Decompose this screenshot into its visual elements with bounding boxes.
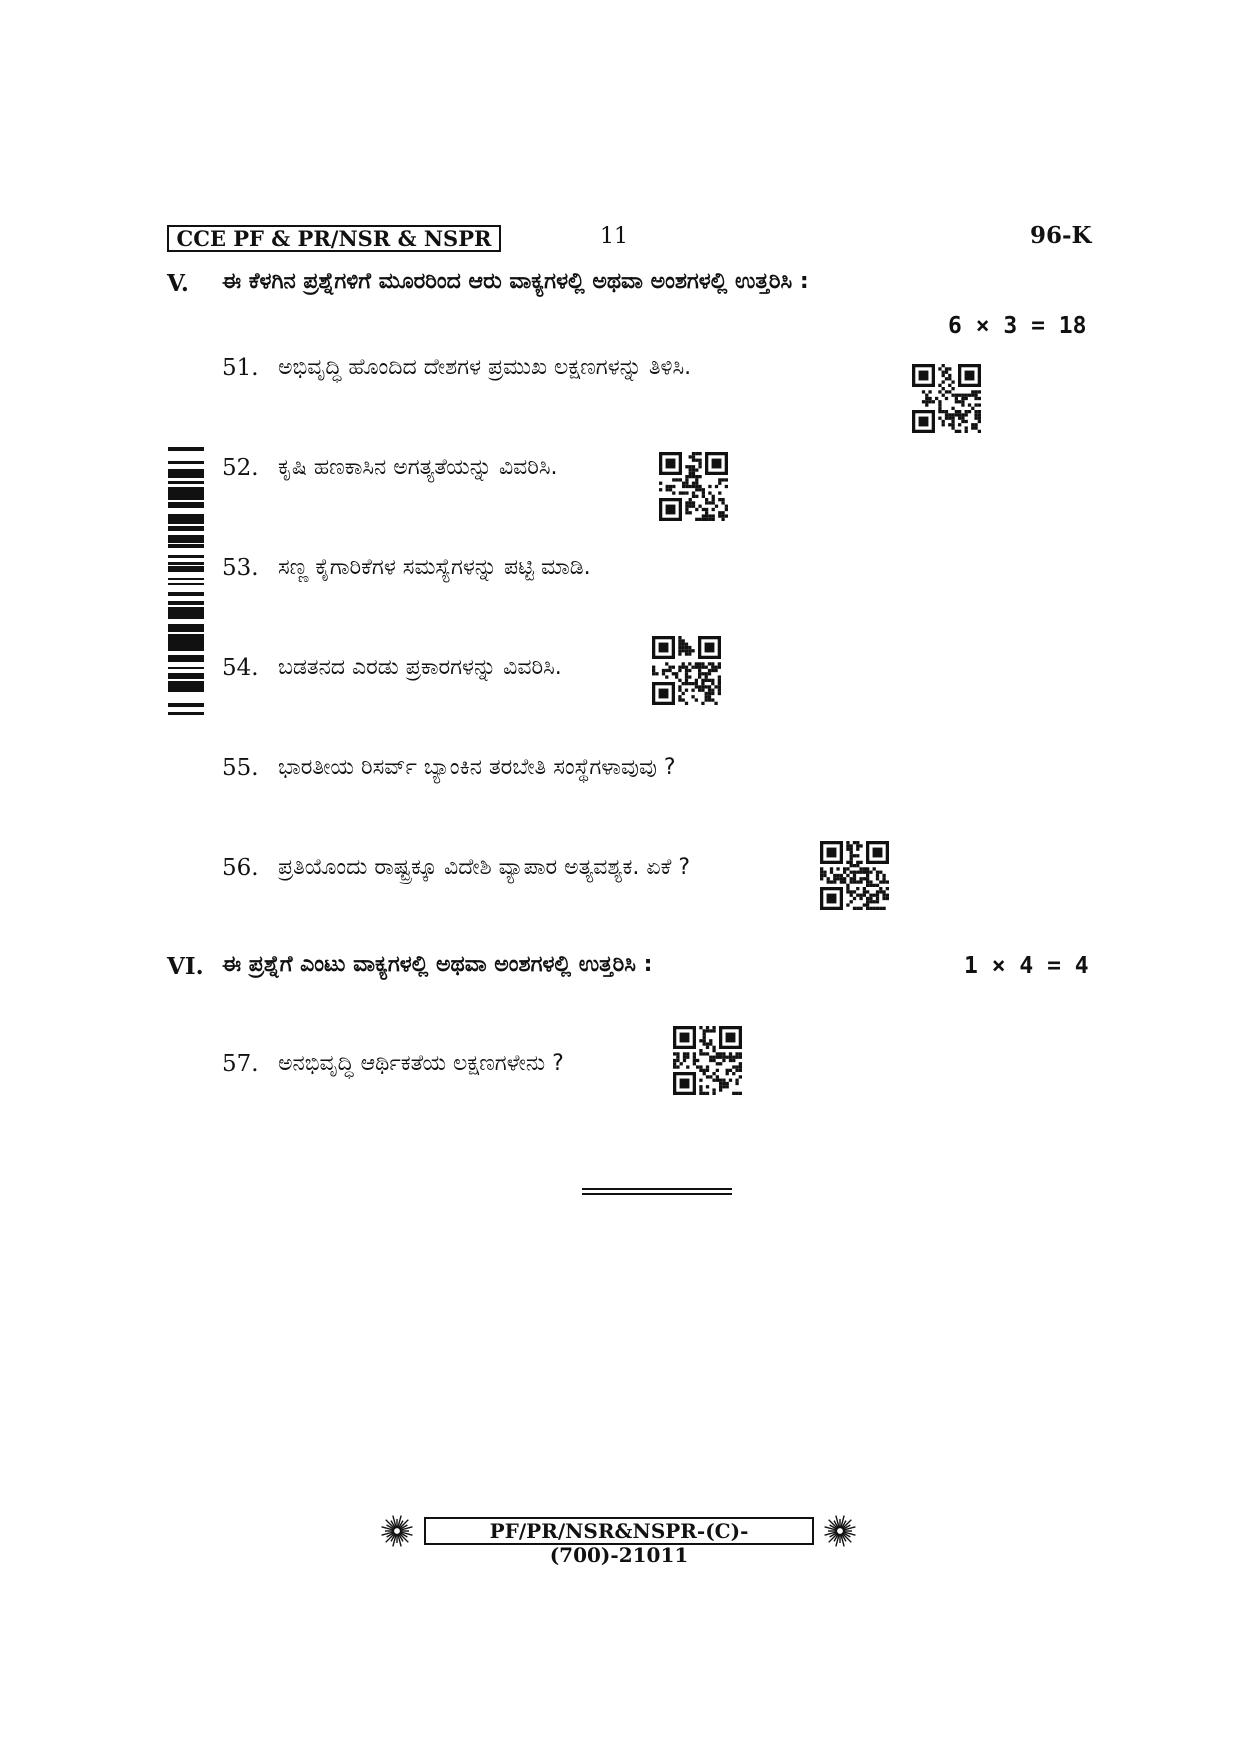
qr-code-icon	[820, 841, 889, 910]
question-text: ಕೃಷಿ ಹಣಕಾಸಿನ ಅಗತ್ಯತೆಯನ್ನು ವಿವರಿಸಿ.	[278, 455, 558, 480]
qr-code-icon	[912, 364, 981, 433]
question-number: 51.	[222, 355, 259, 381]
star-burst-icon	[823, 1514, 857, 1548]
question-number: 54.	[222, 655, 259, 681]
question-number: 55.	[222, 755, 259, 781]
page-number: 11	[600, 224, 628, 249]
question-number: 52.	[222, 455, 259, 481]
question-text: ಬಡತನದ ಎರಡು ಪ್ರಕಾರಗಳನ್ನು ವಿವರಿಸಿ.	[278, 655, 562, 680]
qr-code-icon	[659, 452, 728, 521]
section-v-number: V.	[167, 270, 189, 297]
qr-code-icon	[652, 636, 721, 705]
section-vi-instruction: ಈ ಪ್ರಶ್ನೆಗೆ ಎಂಟು ವಾಕ್ಯಗಳಲ್ಲಿ ಅಥವಾ ಅಂಶಗಳಲ್ಲಿ ಉತ್ತರಿಸಿ :	[222, 952, 653, 977]
footer-code-box	[424, 1517, 814, 1567]
question-number: 57.	[222, 1051, 259, 1077]
question-number: 53.	[222, 555, 259, 581]
exam-code: CCE PF & PR/NSR & NSPR	[176, 226, 492, 251]
section-vi-number: VI.	[167, 953, 204, 980]
question-text: ಸಣ್ಣ ಕೈಗಾರಿಕೆಗಳ ಸಮಸ್ಯೆಗಳನ್ನು ಪಟ್ಟಿ ಮಾಡಿ.	[278, 555, 591, 580]
paper-code: 96-K	[1030, 222, 1092, 249]
section-vi-marks: 1 × 4 = 4	[964, 953, 1089, 979]
question-text: ಅಭಿವೃದ್ಧಿ ಹೊಂದಿದ ದೇಶಗಳ ಪ್ರಮುಖ ಲಕ್ಷಣಗಳನ್ನು ತಿಳಿಸಿ.	[278, 355, 692, 380]
question-number: 56.	[222, 855, 259, 881]
end-rule	[582, 1188, 732, 1198]
question-text: ಅನಭಿವೃದ್ಧಿ ಆರ್ಥಿಕತೆಯ ಲಕ್ಷಣಗಳೇನು ?	[278, 1051, 564, 1076]
question-text: ಭಾರತೀಯ ರಿಸರ್ವ್ ಬ್ಯಾಂಕಿನ ತರಬೇತಿ ಸಂಸ್ಥೆಗಳಾವುವು ?	[278, 755, 676, 780]
qr-code-icon	[673, 1026, 742, 1095]
barcode-icon	[168, 445, 204, 715]
section-v-instruction: ಈ ಕೆಳಗಿನ ಪ್ರಶ್ನೆಗಳಿಗೆ ಮೂರರಿಂದ ಆರು ವಾಕ್ಯಗಳಲ್ಲಿ ಅಥವಾ ಅಂಶಗಳಲ್ಲಿ ಉತ್ತರಿಸಿ :	[222, 269, 809, 294]
question-text: ಪ್ರತಿಯೊಂದು ರಾಷ್ಟ್ರಕ್ಕೂ ವಿದೇಶಿ ವ್ಯಾಪಾರ ಅತ್ಯವಶ್ಯಕ. ಏಕೆ ?	[278, 855, 691, 880]
section-v-marks: 6 × 3 = 18	[948, 313, 1087, 339]
exam-code-box	[167, 225, 501, 252]
star-burst-icon	[380, 1514, 414, 1548]
footer-code: PF/PR/NSR&NSPR-(C)-(700)-21011	[489, 1519, 749, 1567]
